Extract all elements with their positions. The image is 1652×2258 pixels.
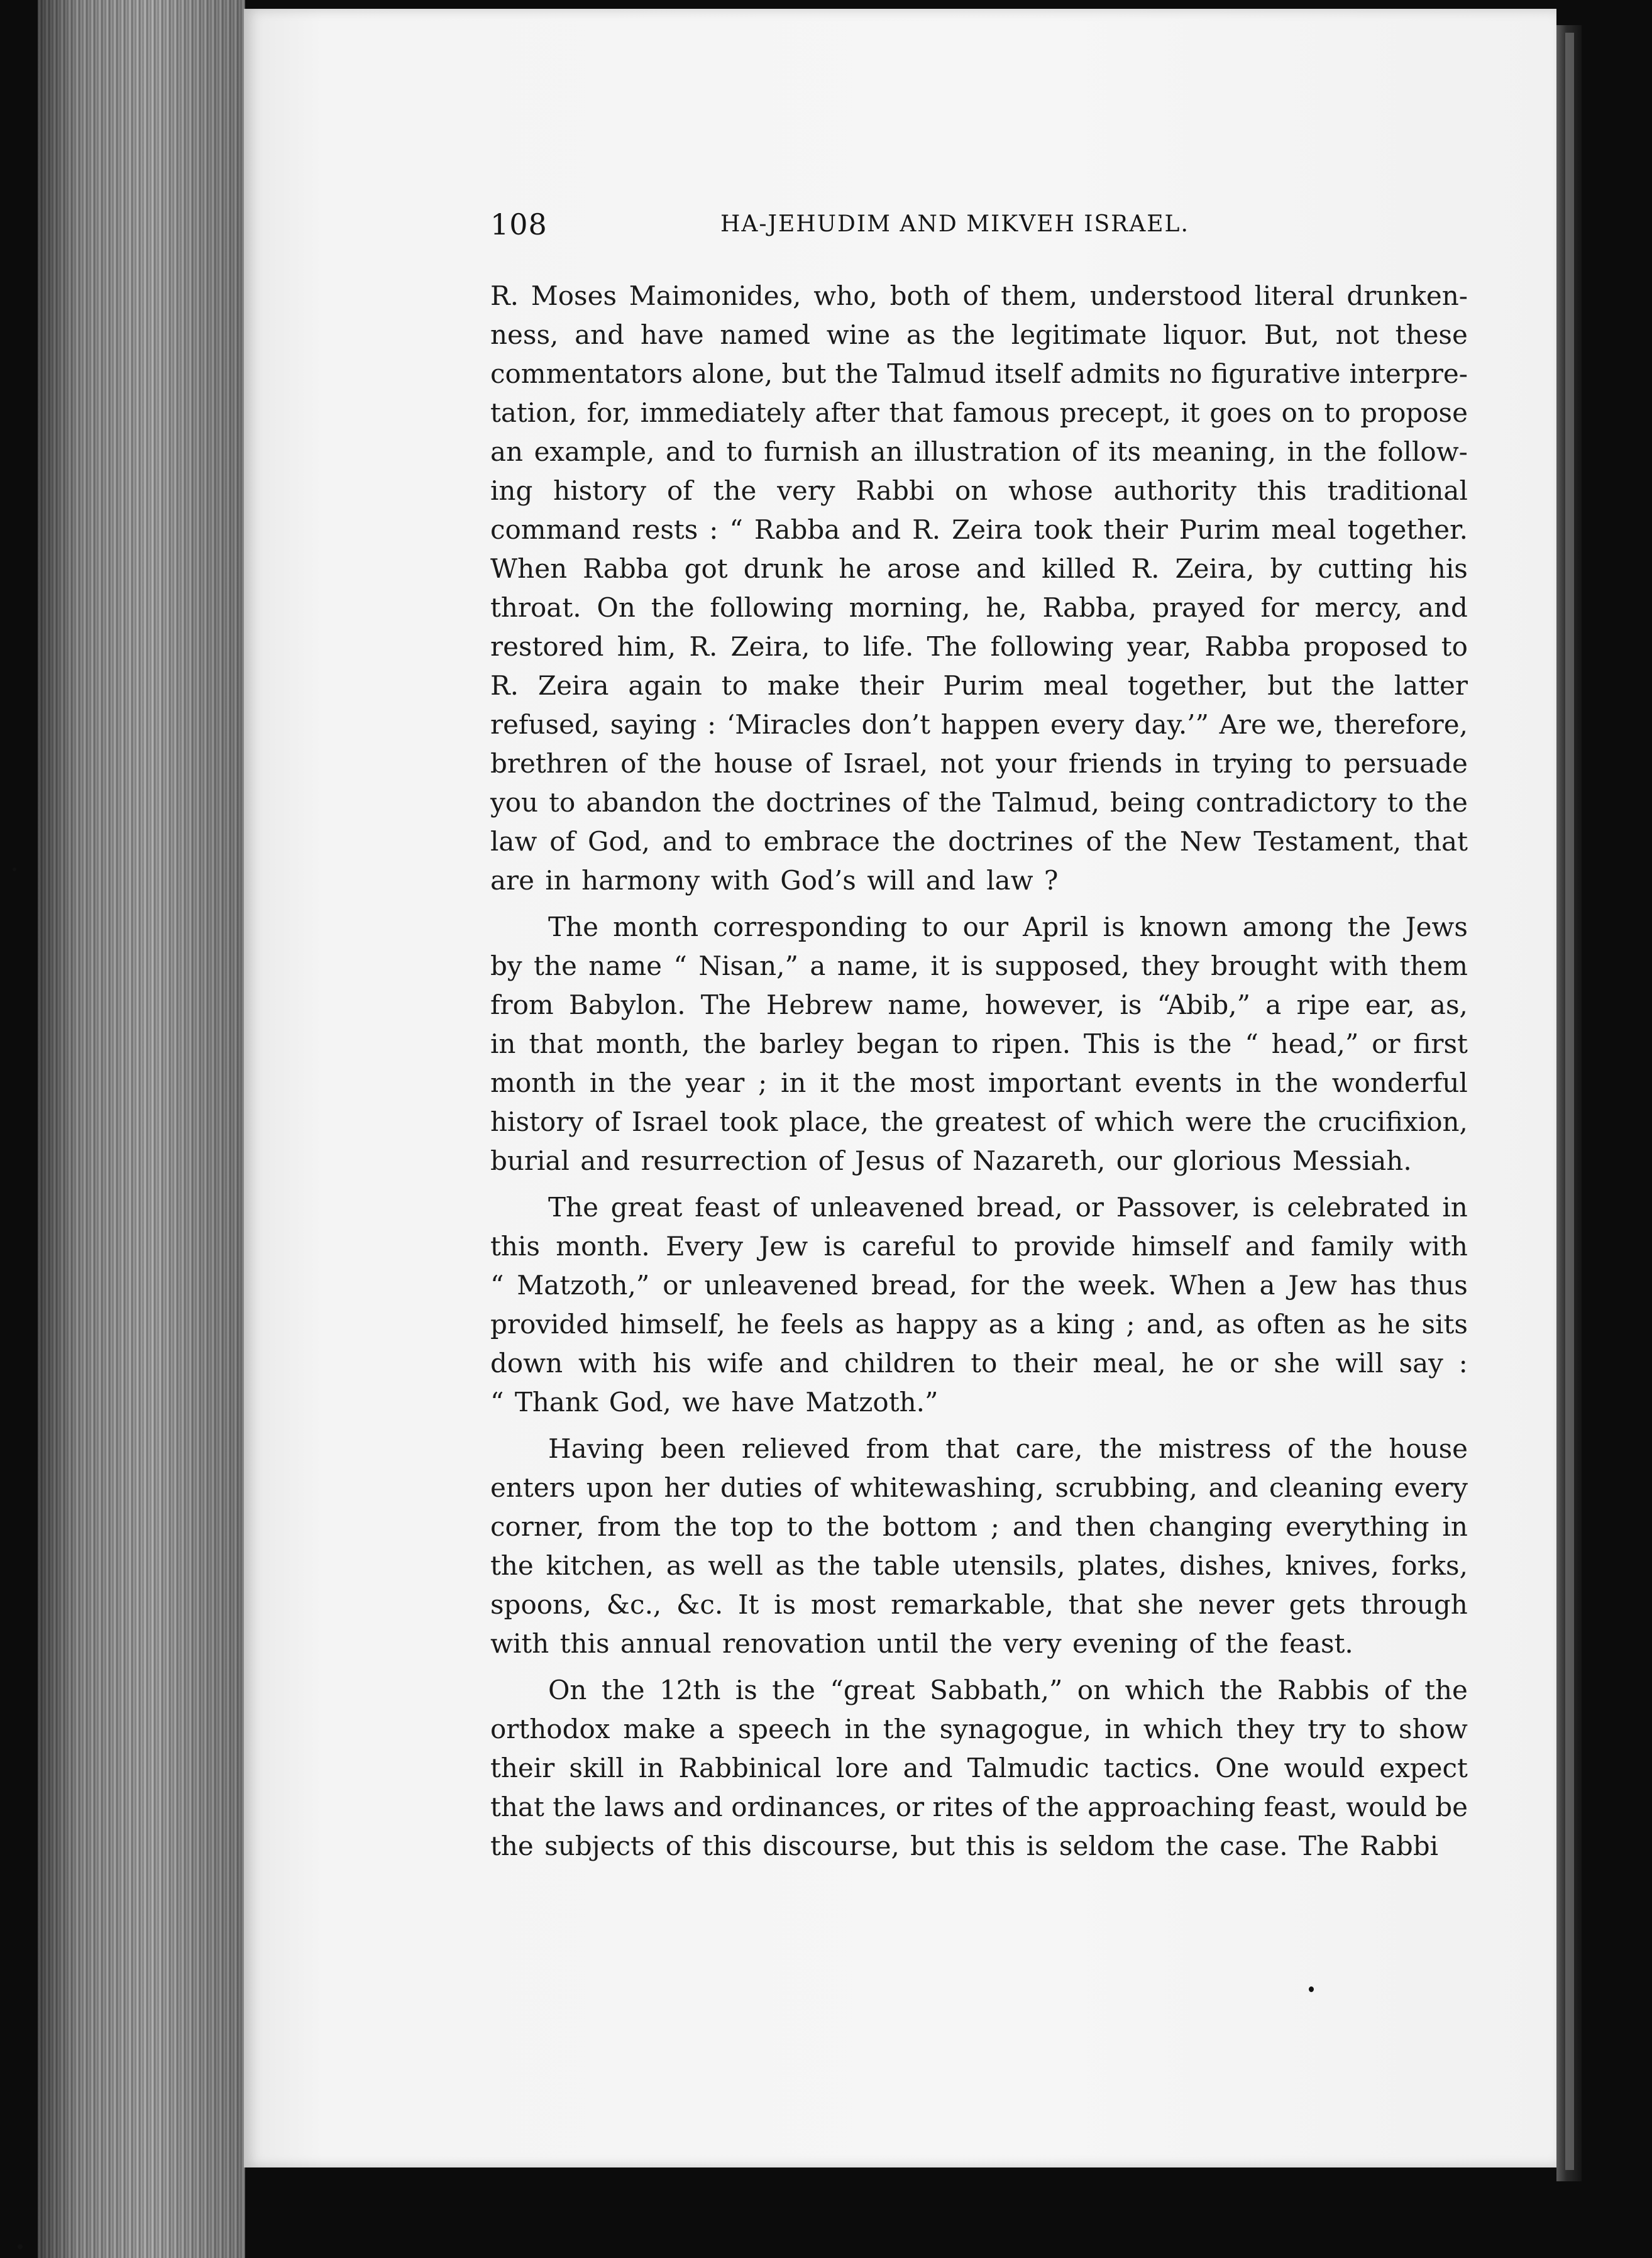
text-line: On the 12th is the “great Sabbath,” on which the Rabbis of the xyxy=(548,1675,1468,1705)
text-line: “ Matzoth,” or unleavened bread, for the week. When a Jew has thus xyxy=(490,1270,1468,1301)
paragraph xyxy=(490,908,1468,1181)
text-line: month in the year ; in it the most important events in the wonderful xyxy=(490,1067,1468,1098)
text-line: tation, for, immediately after that famous precept, it goes on to propose xyxy=(490,397,1468,428)
text-line: the kitchen, as well as the table utensils, plates, dishes, knives, forks, xyxy=(490,1550,1468,1581)
ink-speck xyxy=(13,867,16,871)
text-line: this month. Every Jew is careful to provide himself and family with xyxy=(490,1231,1468,1262)
text-line: law of God, and to embrace the doctrines of the New Testament, that xyxy=(490,826,1468,857)
text-line: are in harmony with God’s will and law ? xyxy=(490,865,1059,896)
text-line: down with his wife and children to their meal, he or she will say : xyxy=(490,1348,1468,1379)
text-line: The great feast of unleavened bread, or Passover, is celebrated in xyxy=(548,1192,1468,1223)
text-line: command rests : “ Rabba and R. Zeira took their Purim meal together. xyxy=(490,514,1468,545)
paragraph-gap xyxy=(490,1181,1468,1188)
text-line: ness, and have named wine as the legitimate liquor. But, not these xyxy=(490,319,1468,350)
text-line: orthodox make a speech in the synagogue, in which they try to show xyxy=(490,1714,1468,1744)
text-line: restored him, R. Zeira, to life. The following year, Rabba proposed to xyxy=(490,631,1468,662)
text-line: corner, from the top to the bottom ; and then changing everything in xyxy=(490,1511,1468,1542)
text-line: provided himself, he feels as happy as a king ; and, as often as he sits xyxy=(490,1309,1468,1340)
text-line: spoons, &c., &c. It is most remarkable, that she never gets through xyxy=(490,1589,1468,1620)
text-line: their skill in Rabbinical lore and Talmudic tactics. One would expect xyxy=(490,1753,1468,1783)
text-line: by the name “ Nisan,” a name, it is supposed, they brought with them xyxy=(490,950,1468,981)
text-line: The month corresponding to our April is known among the Jews xyxy=(548,911,1468,942)
text-line: “ Thank God, we have Matzoth.” xyxy=(490,1387,939,1418)
paragraph xyxy=(490,1671,1468,1866)
ink-speck xyxy=(1309,1986,1314,1992)
text-line: an example, and to furnish an illustration of its meaning, in the follow- xyxy=(490,436,1468,467)
paragraph-gap xyxy=(490,1422,1468,1429)
text-line: R. Zeira again to make their Purim meal together, but the latter xyxy=(490,670,1468,701)
paragraph xyxy=(490,277,1468,900)
text-line: enters upon her duties of whitewashing, scrubbing, and cleaning every xyxy=(490,1472,1468,1503)
next-page-edge xyxy=(1565,33,1574,2170)
paragraph-gap xyxy=(490,1663,1468,1671)
paragraph-gap xyxy=(490,900,1468,908)
text-line: commentators alone, but the Talmud itself admits no figurative interpre- xyxy=(490,358,1468,389)
body-text xyxy=(490,277,1468,1866)
text-line: you to abandon the doctrines of the Talmud, being contradictory to the xyxy=(490,787,1468,818)
text-line: that the laws and ordinances, or rites of the approaching feast, would be xyxy=(490,1792,1468,1822)
page-edges-shadow xyxy=(38,0,245,2258)
running-title: HA-JEHUDIM AND MIKVEH ISRAEL. xyxy=(720,211,1189,237)
text-line: When Rabba got drunk he arose and killed R. Zeira, by cutting his xyxy=(490,553,1468,584)
ink-speck xyxy=(18,2244,23,2249)
page-number: 108 xyxy=(490,207,548,241)
paragraph xyxy=(490,1188,1468,1422)
text-line: in that month, the barley began to ripen. This is the “ head,” or first xyxy=(490,1028,1468,1059)
text-line: throat. On the following morning, he, Rabba, prayed for mercy, and xyxy=(490,592,1468,623)
text-line: brethren of the house of Israel, not your friends in trying to persuade xyxy=(490,748,1468,779)
text-line: burial and resurrection of Jesus of Nazareth, our glorious Messiah. xyxy=(490,1145,1412,1176)
running-head xyxy=(490,207,1245,245)
text-line: R. Moses Maimonides, who, both of them, understood literal drunken- xyxy=(490,280,1468,311)
text-line: Having been relieved from that care, the mistress of the house xyxy=(548,1433,1468,1464)
text-line: the subjects of this discourse, but this is seldom the case. The Rabbi xyxy=(490,1831,1439,1861)
text-line: from Babylon. The Hebrew name, however, is “Abib,” a ripe ear, as, xyxy=(490,989,1468,1020)
text-line: refused, saying : ‘Miracles don’t happen every day.’” Are we, therefore, xyxy=(490,709,1468,740)
text-line: with this annual renovation until the very evening of the feast. xyxy=(490,1628,1353,1659)
paragraph xyxy=(490,1429,1468,1663)
text-line: history of Israel took place, the greatest of which were the crucifixion, xyxy=(490,1106,1468,1137)
text-line: ing history of the very Rabbi on whose authority this traditional xyxy=(490,475,1468,506)
